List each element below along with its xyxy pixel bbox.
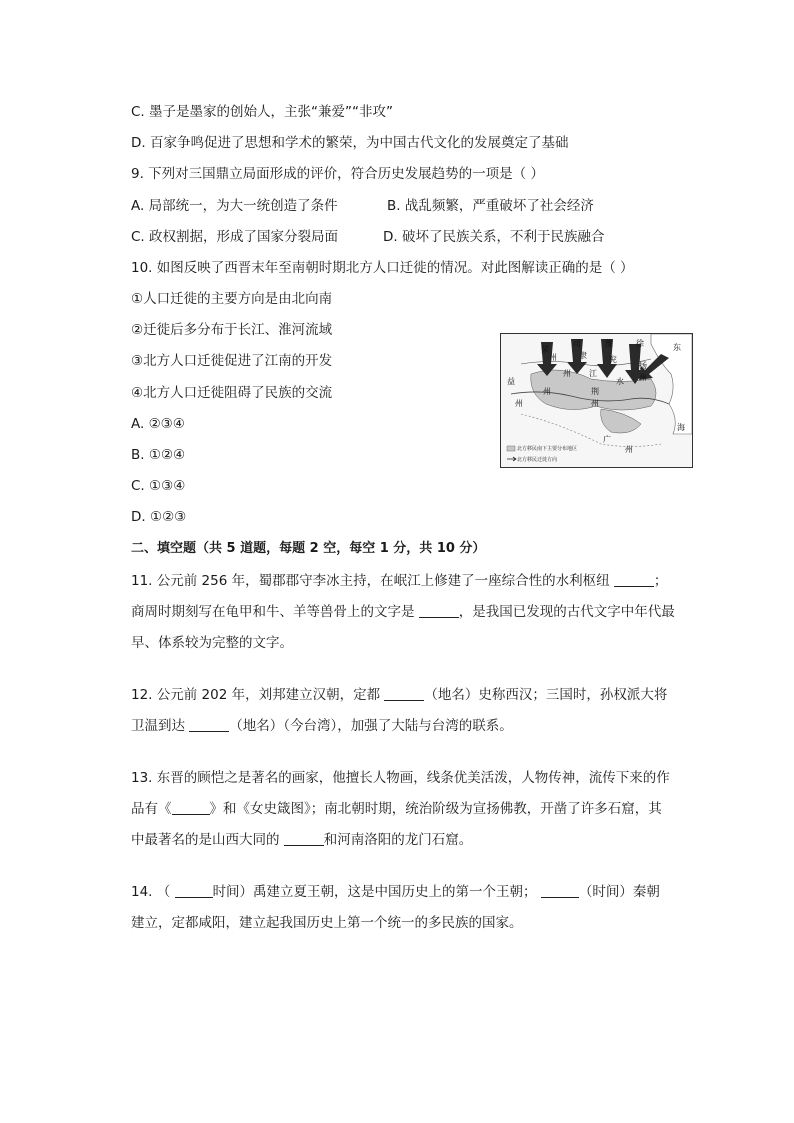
question-9-option-a: A. 局部统一，为大一统创造了条件 [131,198,338,214]
question-13-line-2 [131,800,662,818]
question-10-option-c: C. ①③④ [131,478,186,494]
map-label: 州 [515,399,523,408]
map-label: 海 [677,423,685,432]
map-label: 广 [603,435,611,444]
statement-3: ③北方人口迁徙促进了江南的开发 [131,353,333,369]
question-14-text-a: 14. （ [131,884,171,900]
blank-14-1[interactable] [175,883,213,898]
question-11-semicolon: ； [653,573,668,589]
legend-arrow-label: 北方移民迁徙方向 [517,457,558,463]
question-13-line-1: 13. 东晋的顾恺之是著名的画家，他擅长人物画，线条优美活泼，人物传神，流传下来的作 [131,770,670,786]
question-13-text-c-post: 和河南洛阳的龙门石窟。 [323,832,473,848]
question-14-line-2: 建立，定都咸阳，建立起我国历史上第一个统一的多民族的国家。 [131,915,523,931]
blank-12-1[interactable] [384,686,424,701]
map-label: 州 [625,445,633,454]
section-title-fill-in: 二、填空题（共 5 道题，每题 2 空，每空 1 分，共 10 分） [131,541,486,556]
question-10-option-b: B. ①②④ [131,447,186,463]
map-label: 水 [616,377,624,386]
blank-11-2[interactable] [419,603,459,618]
map-label: 东 [673,343,681,352]
legend-area-swatch [507,446,515,451]
question-9-stem: 9. 下列对三国鼎立局面形成的评价，符合历史发展趋势的一项是（ ） [131,166,544,182]
question-11-line-2 [131,603,675,621]
blank-11-1[interactable] [614,572,654,587]
blank-14-2[interactable] [541,883,579,898]
map-label: 州 [543,387,551,396]
question-12-line-2 [131,717,513,735]
map-label: 隶 [579,351,587,360]
option-d-baijia: D. 百家争鸣促进了思想和学术的繁荣，为中国古代文化的发展奠定了基础 [131,135,569,151]
migration-map [500,333,693,468]
question-11-text-b-post: ，是我国已发现的古代文字中年代最 [458,604,675,620]
question-12-text-b-post: （地名）（今台湾），加强了大陆与台湾的联系。 [229,718,513,734]
map-label: 扬 [639,361,647,370]
map-label: 益 [507,377,515,386]
map-label: 徐 [636,339,644,348]
question-11-line-3: 早、体系较为完整的文字。 [131,635,293,651]
map-label: 州 [549,353,557,362]
map-label: 豫 [605,339,613,348]
question-13-text-c: 中最著名的是山西大同的 [131,832,280,848]
question-11-line-1 [131,572,667,590]
question-9-option-d: D. 破坏了民族关系，不利于民族融合 [383,229,605,245]
map-label: 州 [591,399,599,408]
map-label: 司 [573,339,581,348]
map-label: 兖 [609,355,617,364]
question-12-line-1 [131,686,667,704]
map-label: 荆 [591,387,599,396]
question-14-text-a-post: （时间）秦朝 [578,884,660,900]
statement-4: ④北方人口迁徙阻碍了民族的交流 [131,385,333,401]
question-13-text-b: 品有《 [131,801,172,817]
question-12-text-a: 12. 公元前 202 年，刘邦建立汉朝，定都 [131,687,381,703]
blank-13-1[interactable] [172,800,210,815]
map-label: 州 [639,373,647,382]
blank-12-2[interactable] [189,717,229,732]
blank-13-2[interactable] [284,831,324,846]
statement-2: ②迁徙后多分布于长江、淮河流域 [131,322,333,338]
question-11-text-a: 11. 公元前 256 年，蜀郡郡守李冰主持，在岷江上修建了一座综合性的水利枢纽 [131,573,610,589]
question-14-text-a-mid: 时间）禹建立夏王朝，这是中国历史上的第一个王朝； [212,884,537,900]
question-10-stem: 10. 如图反映了西晋末年至南朝时期北方人口迁徙的情况。对此图解读正确的是（ ） [131,260,634,276]
legend-area-label: 北方移民南下主要分布地区 [517,446,578,452]
map-label: 江 [589,369,597,378]
question-13-text-b-post: 》和《女史箴图》；南北朝时期，统治阶级为宣扬佛教，开凿了许多石窟，其 [209,801,662,817]
question-12-text-b: 卫温到达 [131,718,185,734]
map-label: 荣 [541,345,549,354]
statement-1: ①人口迁徙的主要方向是由北向南 [131,291,333,307]
question-14-line-1 [131,883,660,901]
question-9-option-c: C. 政权割据，形成了国家分裂局面 [131,229,339,245]
question-12-text-a-post: （地名）史称西汉；三国时，孙权派大将 [424,687,668,703]
question-10-option-d: D. ①②③ [131,509,187,525]
question-11-text-b: 商周时期刻写在龟甲和牛、羊等兽骨上的文字是 [131,604,415,620]
map-label: 州 [563,369,571,378]
question-13-line-3 [131,831,472,849]
migration-map-svg [501,334,692,467]
question-10-option-a: A. ②③④ [131,416,185,432]
question-9-option-b: B. 战乱频繁，严重破坏了社会经济 [387,198,594,214]
option-c-mozi: C. 墨子是墨家的创始人，主张“兼爱”“非攻” [131,104,393,120]
